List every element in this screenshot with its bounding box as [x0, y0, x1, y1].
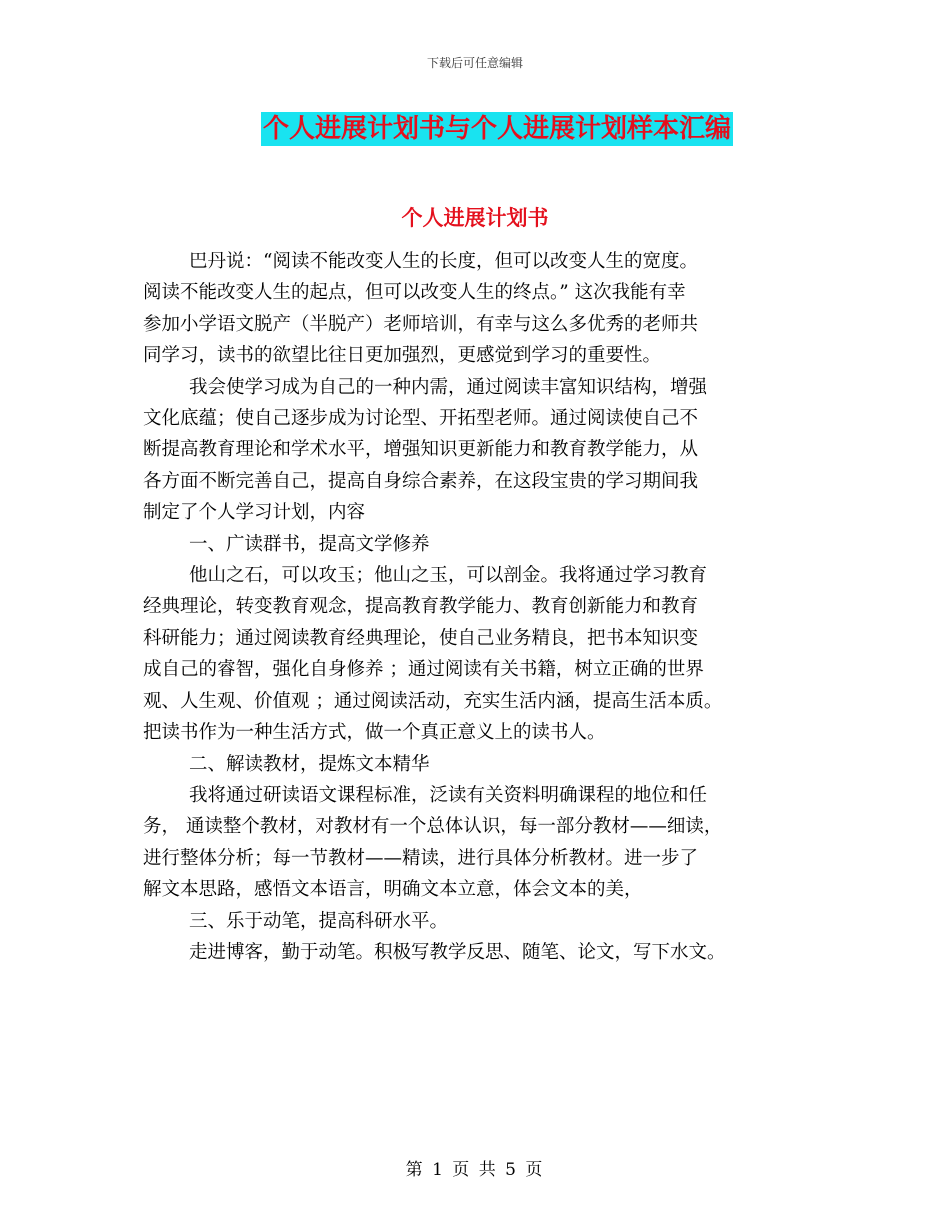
paragraph-line: 进行整体分析；每一节教材——精读，进行具体分析教材。进一步了	[143, 847, 699, 869]
paragraph-line: 我将通过研读语文课程标准，泛读有关资料明确课程的地位和任	[189, 784, 708, 806]
header-note: 下载后可任意编辑	[426, 56, 523, 70]
paragraph-line: 观、人生观、价值观 ；通过阅读活动，充实生活内涵，提高生活本质。	[143, 690, 723, 712]
paragraph-line: 把读书作为一种生活方式，做一个真正意义上的读书人。	[143, 722, 606, 744]
paragraph-line: 解文本思路，感悟文本语言，明确文本立意，体会文本的美，	[143, 879, 643, 901]
paragraph-line: 经典理论，转变教育观念，提高教育教学能力、教育创新能力和教育	[143, 596, 699, 618]
paragraph-line: 走进博客，勤于动笔。积极写教学反思、随笔、论文，写下水文。	[189, 941, 726, 963]
paragraph-line: 科研能力；通过阅读教育经典理论，使自己业务精良，把书本知识变	[143, 627, 699, 649]
paragraph-line: 阅读不能改变人生的起点，但可以改变人生的终点。” 这次我能有幸	[143, 282, 686, 304]
paragraph-line: 断提高教育理论和学术水平，增强知识更新能力和教育教学能力，从	[143, 439, 699, 461]
paragraph-line: 他山之石，可以攻玉；他山之玉，可以剖金。我将通过学习教育	[189, 565, 708, 587]
paragraph-line: 文化底蕴；使自己逐步成为讨论型、开拓型老师。通过阅读使自己不	[143, 408, 699, 430]
paragraph-line: 同学习，读书的欲望比往日更加强烈，更感觉到学习的重要性。	[143, 345, 662, 367]
paragraph-line: 成自己的睿智，强化自身修养 ；通过阅读有关书籍，树立正确的世界	[143, 659, 704, 681]
paragraph-line: 各方面不断完善自己，提高自身综合素养，在这段宝贵的学习期间我	[143, 470, 699, 492]
subheading-line: 二、解读教材，提炼文本精华	[189, 753, 430, 775]
body-text	[143, 246, 833, 968]
subheading-line: 三、乐于动笔，提高科研水平。	[189, 910, 449, 932]
paragraph-line: 制定了个人学习计划，内容	[143, 502, 366, 524]
subheading-line: 一、广读群书，提高文学修养	[189, 533, 430, 555]
section-title: 个人进展计划书	[401, 206, 549, 230]
document-title-wrap	[0, 112, 950, 146]
paragraph-line: 我会使学习成为自己的一种内需，通过阅读丰富知识结构，增强	[189, 376, 708, 398]
paragraph-line: 务， 通读整个教材，对教材有一个总体认识，每一部分教材——细读，	[143, 816, 723, 838]
page-number-footer: 第 1 页 共 5 页	[405, 1160, 545, 1180]
paragraph-line: 参加小学语文脱产（半脱产）老师培训，有幸与这么多优秀的老师共	[143, 313, 699, 335]
paragraph-line: 巴丹说：“阅读不能改变人生的长度，但可以改变人生的宽度。	[189, 251, 698, 272]
document-title: 个人进展计划书与个人进展计划样本汇编	[262, 114, 731, 144]
